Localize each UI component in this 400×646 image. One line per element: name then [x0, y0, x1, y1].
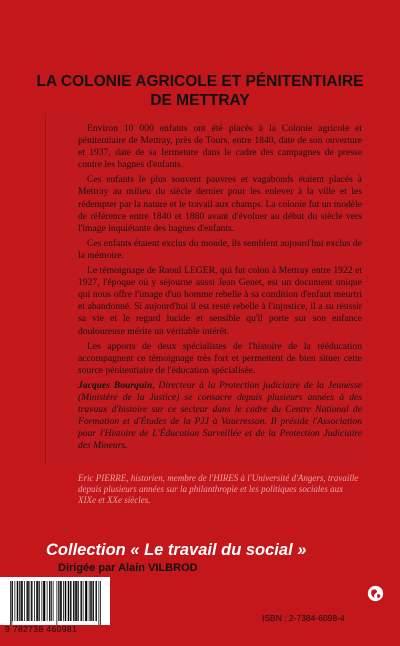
- barcode-bar: [37, 581, 38, 621]
- barcode-bar: [93, 581, 94, 621]
- barcode-bar: [81, 581, 82, 621]
- barcode-bar: [91, 581, 92, 621]
- barcode-bar: [96, 581, 97, 621]
- barcode-bar: [45, 581, 46, 621]
- barcode-bar: [50, 581, 51, 621]
- barcode-bar: [99, 581, 100, 625]
- barcode-bar: [63, 581, 64, 621]
- paragraph-5: Les apports de deux spécialistes de l'histoire de la rééducation accompagnent ce témoignage très fort et permettent de bien situer cette source pénitentiaire de l'éducation spécialisée.: [78, 340, 362, 376]
- barcode-bar: [90, 581, 91, 621]
- barcode-bar: [53, 581, 54, 621]
- title-line-2: DE METTRAY: [150, 92, 250, 109]
- title-line-1: LA COLONIE AGRICOLE ET PÉNITENTIAIRE: [36, 73, 364, 90]
- barcode-bar: [38, 581, 39, 621]
- barcode-bar: [10, 581, 11, 625]
- barcode-bar: [12, 581, 13, 621]
- barcode-bar: [81, 581, 82, 621]
- barcode-bar: [31, 581, 32, 621]
- barcode-bar: [85, 581, 86, 621]
- collection-director: Dirigée par Alain VILBROD: [58, 562, 198, 574]
- barcode-bar: [60, 581, 61, 621]
- barcode: [0, 577, 110, 625]
- barcode-bar: [21, 581, 22, 621]
- barcode-bar: [28, 581, 29, 621]
- barcode-bar: [87, 581, 88, 621]
- paragraph-2: Ces enfants le plus souvent pauvres et vagabonds étaient placés à Mettray au milieu du siècle dernier pour les enlever à la ville et les rédempter par la nature et le travail aux champs. La colonie fut un modèle de référence entre 1840 et 1880 avant d'évoluer au début du siècle vers l'image inquiétante des bagnes d'enfants.: [78, 174, 362, 234]
- paragraph-3: Ces enfants étaient exclus du monde, ils semblent aujourd'hui exclus de la mémoire.: [78, 237, 362, 261]
- barcode-bar: [51, 581, 52, 621]
- book-title: [0, 72, 400, 110]
- barcode-bar: [96, 581, 97, 621]
- author-bio-pierre: Eric PIERRE, historien, membre de l'HIRES à l'Université d'Angers, travaille depuis plusieurs années sur la philanthropie et les politiques sociales aux XIXe et XXe siècles.: [78, 473, 359, 505]
- barcode-bar: [74, 581, 75, 621]
- barcode-bar: [22, 581, 23, 621]
- barcode-bar: [27, 581, 28, 621]
- barcode-bar: [34, 581, 35, 621]
- barcode-bar: [12, 581, 13, 625]
- globe-logo-icon: [367, 585, 384, 602]
- collection-name: Collection « Le travail du social »: [46, 541, 307, 559]
- paragraph-1: Environ 10 000 enfants ont été placés à la Colonie agricole et pénitentiaire de Mettray, près de Tours, entre 1840, date de son ouverture et 1937, date de sa fermeture dans le cadre des campagnes de presse contre les bagnes d'enfants.: [78, 123, 362, 171]
- barcode-bar: [17, 581, 18, 621]
- barcode-bar: [24, 581, 25, 621]
- author-bio-bourquin-text: , Directeur à la Protection judiciaire de la Jeunesse (Ministère de la Justice) se consacre depuis plusieurs années à des travaux d'histoire sur ce secteur dans le cadre du Centre National de Formation et d'Études de la PJJ à Vaucresson. Il préside l'Association pour l'Histoire de L'Éducation Surveillée et de la Protection Judiciaire des Mineurs.: [78, 379, 363, 452]
- barcode-bar: [77, 581, 78, 621]
- barcode-bars: [0, 577, 110, 625]
- author-name-bourquin: Jacques Bourquin: [78, 379, 153, 391]
- barcode-bar: [83, 581, 84, 621]
- barcode-bar: [89, 581, 90, 621]
- barcode-bar: [70, 581, 71, 621]
- barcode-bar: [43, 581, 44, 621]
- barcode-bar: [36, 581, 37, 621]
- author-bio-bourquin: [78, 380, 362, 453]
- barcode-bar: [60, 581, 61, 621]
- barcode-bar: [86, 581, 87, 621]
- barcode-bar: [100, 581, 101, 625]
- barcode-number: 9 782738 460981: [5, 624, 78, 634]
- barcode-bar: [32, 581, 33, 621]
- barcode-bar: [30, 581, 31, 621]
- barcode-bar: [18, 581, 19, 621]
- back-cover-text: [78, 123, 362, 455]
- barcode-bar: [66, 581, 67, 621]
- barcode-bar: [75, 581, 76, 621]
- isbn-label: ISBN : 2-7384-6098-4: [262, 613, 345, 623]
- barcode-bar: [93, 581, 94, 621]
- barcode-bar: [15, 581, 16, 621]
- barcode-bar: [19, 581, 20, 621]
- barcode-bar: [65, 581, 66, 621]
- barcode-bar: [76, 581, 77, 621]
- barcode-bar: [44, 581, 45, 621]
- barcode-bar: [69, 581, 70, 621]
- barcode-bar: [49, 581, 50, 621]
- barcode-bar: [21, 581, 22, 621]
- barcode-bar: [71, 581, 72, 621]
- barcode-bar: [68, 581, 69, 621]
- barcode-bar: [47, 581, 48, 621]
- barcode-bar: [27, 581, 28, 621]
- barcode-bar: [42, 581, 43, 621]
- barcode-bar: [57, 581, 58, 625]
- barcode-bar: [61, 581, 62, 621]
- barcode-bar: [73, 581, 74, 621]
- barcode-bar: [78, 581, 79, 621]
- paragraph-4: Le témoignage de Raoul LEGER, qui fut colon à Mettray entre 1922 et 1927, l'époque où y séjourne aussi Jean Genet, est un document unique qui nous offre l'image d'un homme rebelle à sa condition d'enfant meurtri et abandonné. Si aujourd'hui il est resté rebelle à l'injustice, il a su réussir sa vie et le regard lucide et sensible qu'il porte sur son enfance douloureuse mérite un véritable intérêt.: [78, 265, 362, 337]
- barcode-bar: [58, 581, 59, 621]
- barcode-bar: [39, 581, 40, 621]
